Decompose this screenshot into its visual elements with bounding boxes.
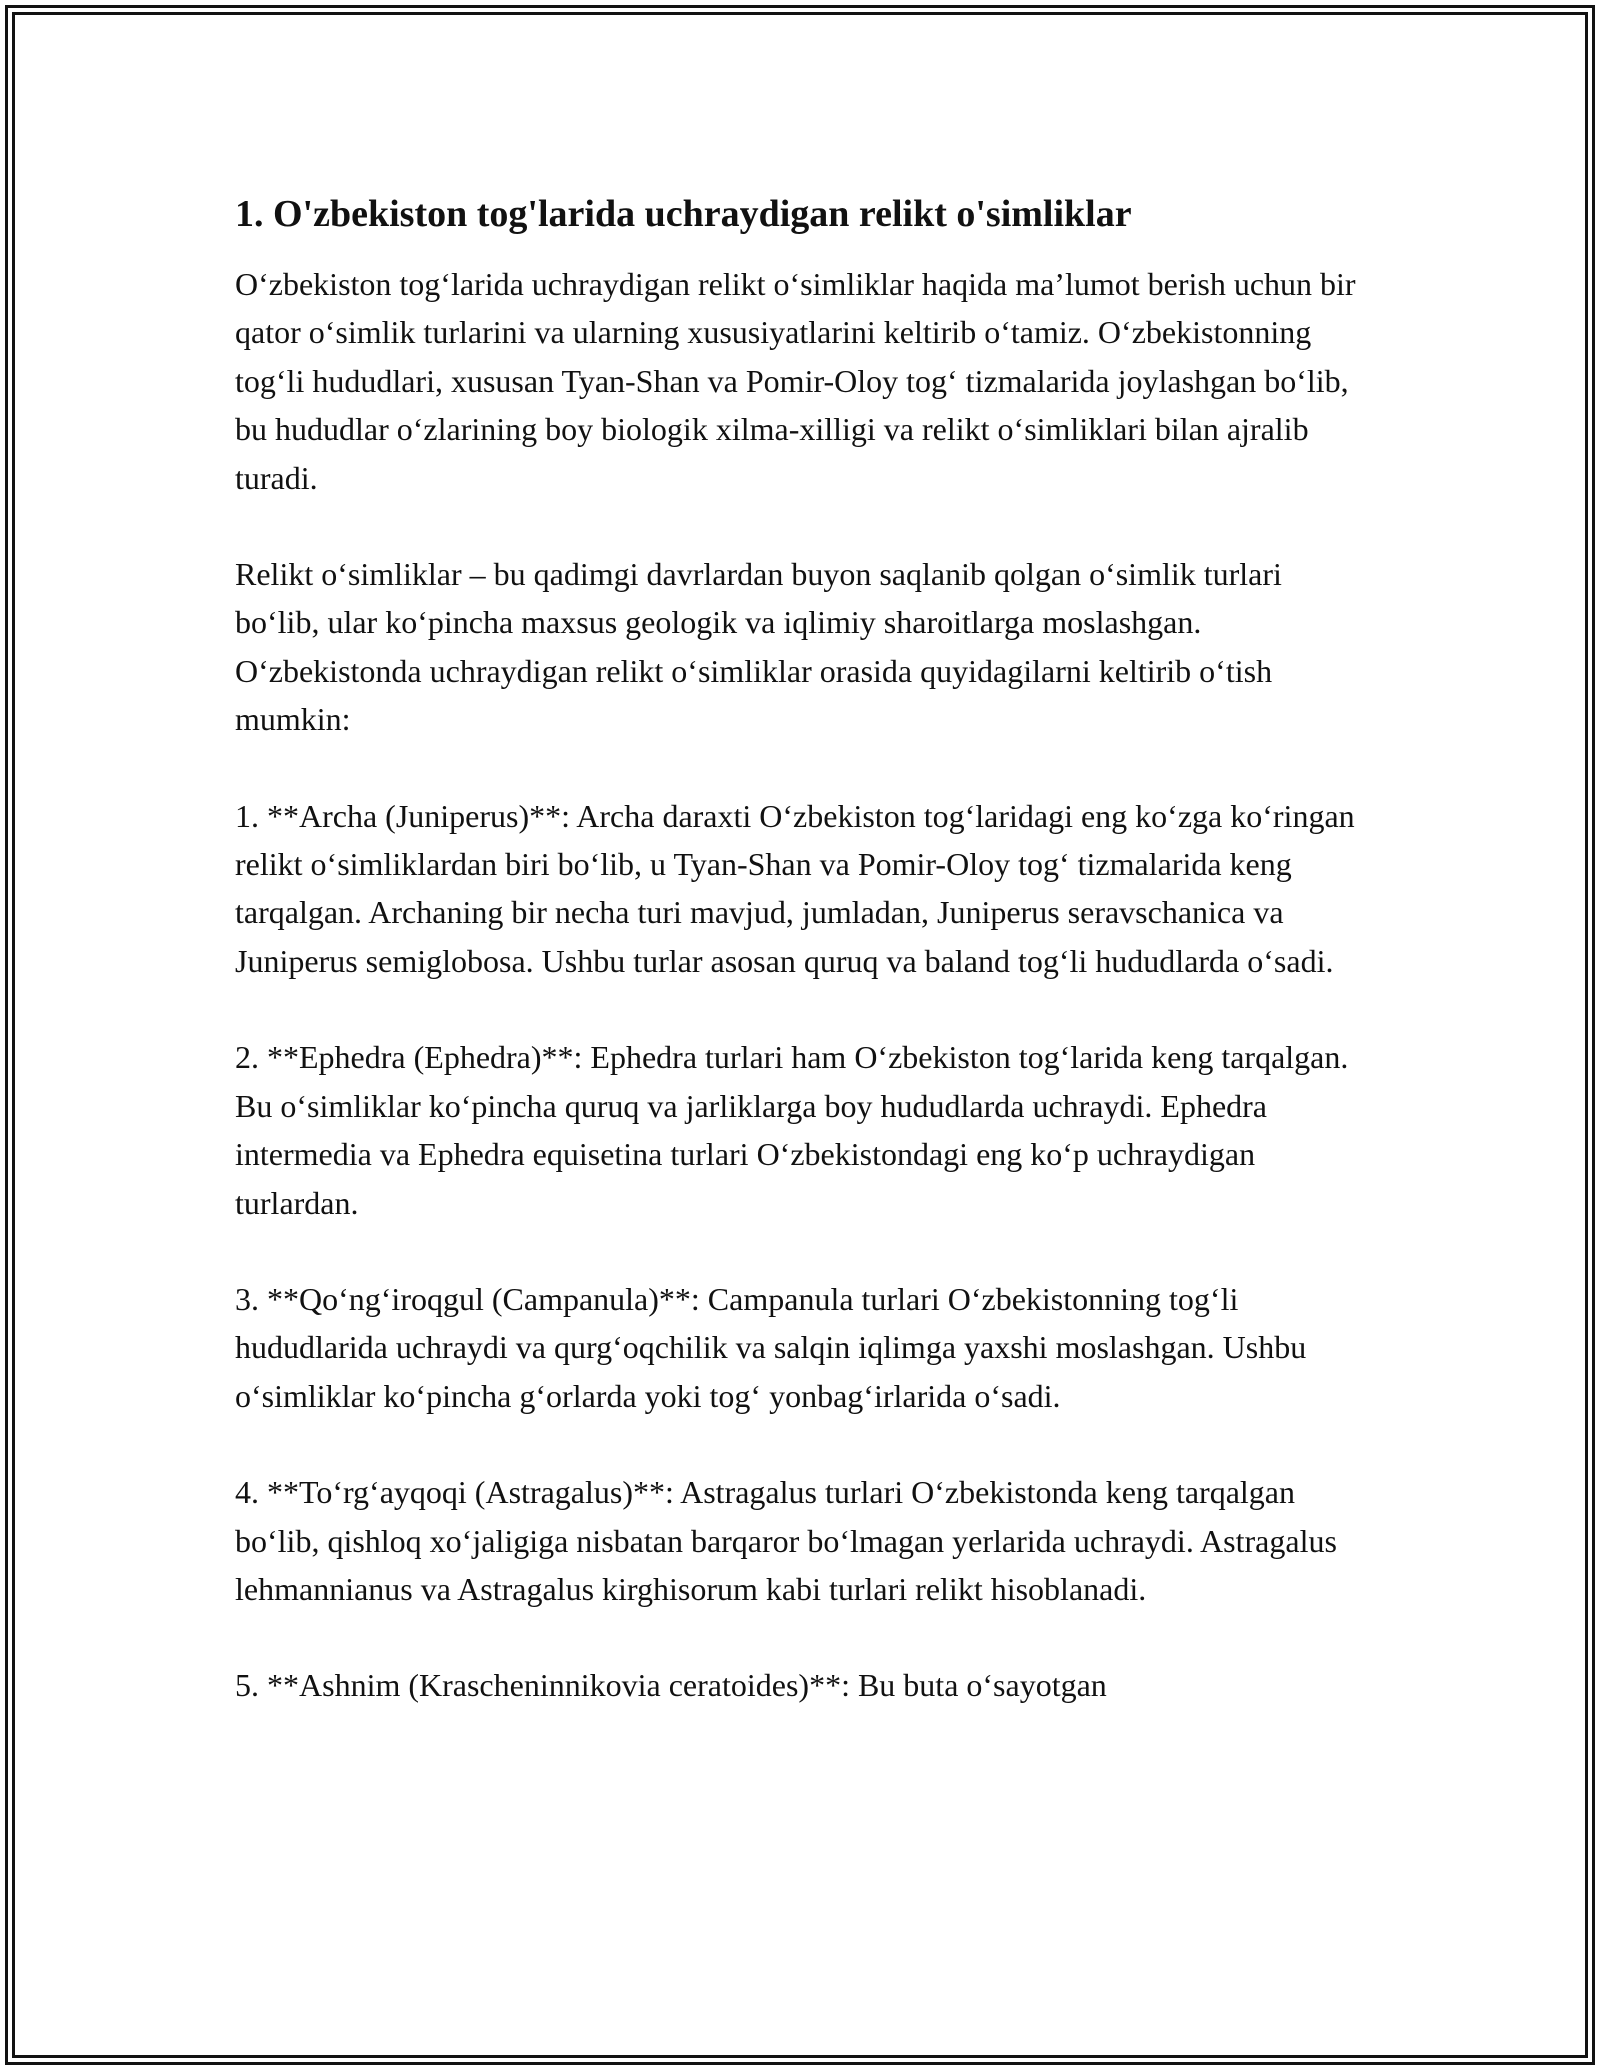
document-title: 1. O'zbekiston tog'larida uchraydigan relikt o'simliklar	[235, 193, 1132, 235]
list-item-campanula: 3. **Qo‘ng‘iroqgul (Campanula)**: Campanula turlari O‘zbekistonning tog‘li hududlarida uchraydi va qurg‘oqchilik va salqin iqlimga yaxshi moslashgan. Ushbu o‘simliklar ko‘pincha g‘orlarda yoki tog‘ yonbag‘irlarida o‘sadi.	[235, 1280, 1307, 1414]
document-body	[235, 188, 1365, 1758]
list-item-astragalus: 4. **To‘rg‘ayqoqi (Astragalus)**: Astragalus turlari O‘zbekistonda keng tarqalgan bo‘lib, qishloq xo‘jaligiga nisbatan barqaror bo‘lmagan yerlarida uchraydi. Astragalus lehmannianus va Astragalus kirghisorum kabi turlari relikt hisoblanadi.	[235, 1474, 1337, 1607]
list-item-ashnim: 5. **Ashnim (Krascheninnikovia ceratoides)**: Bu buta o‘sayotgan	[235, 1667, 1107, 1704]
list-item-archa: 1. **Archa (Juniperus)**: Archa daraxti O‘zbekiston tog‘laridagi eng ko‘zga ko‘ringan relikt o‘simliklardan biri bo‘lib, u Tyan-Shan va Pomir-Oloy tog‘ tizmalarida keng tarqalgan. Archaning bir necha turi mavjud, jumladan, Juniperus seravschanica va Juniperus semiglobosa. Ushbu turlar asosan quruq va baland tog‘li hududlarda o‘sadi.	[235, 797, 1355, 979]
list-item-ephedra: 2. **Ephedra (Ephedra)**: Ephedra turlari ham O‘zbekiston tog‘larida keng tarqalgan. Bu o‘simliklar ko‘pincha quruq va jarliklarga boy hududlarda uchraydi. Ephedra intermedia va Ephedra equisetina turlari O‘zbekistondagi eng ko‘p uchraydigan turlardan.	[235, 1039, 1349, 1221]
paragraph-intro: O‘zbekiston tog‘larida uchraydigan relikt o‘simliklar haqida ma’lumot berish uchun bir qator o‘simlik turlarini va ularning xususiyatlarini keltirib o‘tamiz. O‘zbekistonning tog‘li hududlari, xususan Tyan-Shan va Pomir-Oloy tog‘ tizmalarida joylashgan bo‘lib, bu hududlar o‘zlarining boy biologik xilma-xilligi va relikt o‘simliklari bilan ajralib turadi.	[235, 266, 1356, 496]
paragraph-definition: Relikt o‘simliklar – bu qadimgi davrlardan buyon saqlanib qolgan o‘simlik turlari bo‘lib, ular ko‘pincha maxsus geologik va iqlimiy sharoitlarga moslashgan. O‘zbekistonda uchraydigan relikt o‘simliklar orasida quyidagilarni keltirib o‘tish mumkin:	[235, 556, 1282, 738]
